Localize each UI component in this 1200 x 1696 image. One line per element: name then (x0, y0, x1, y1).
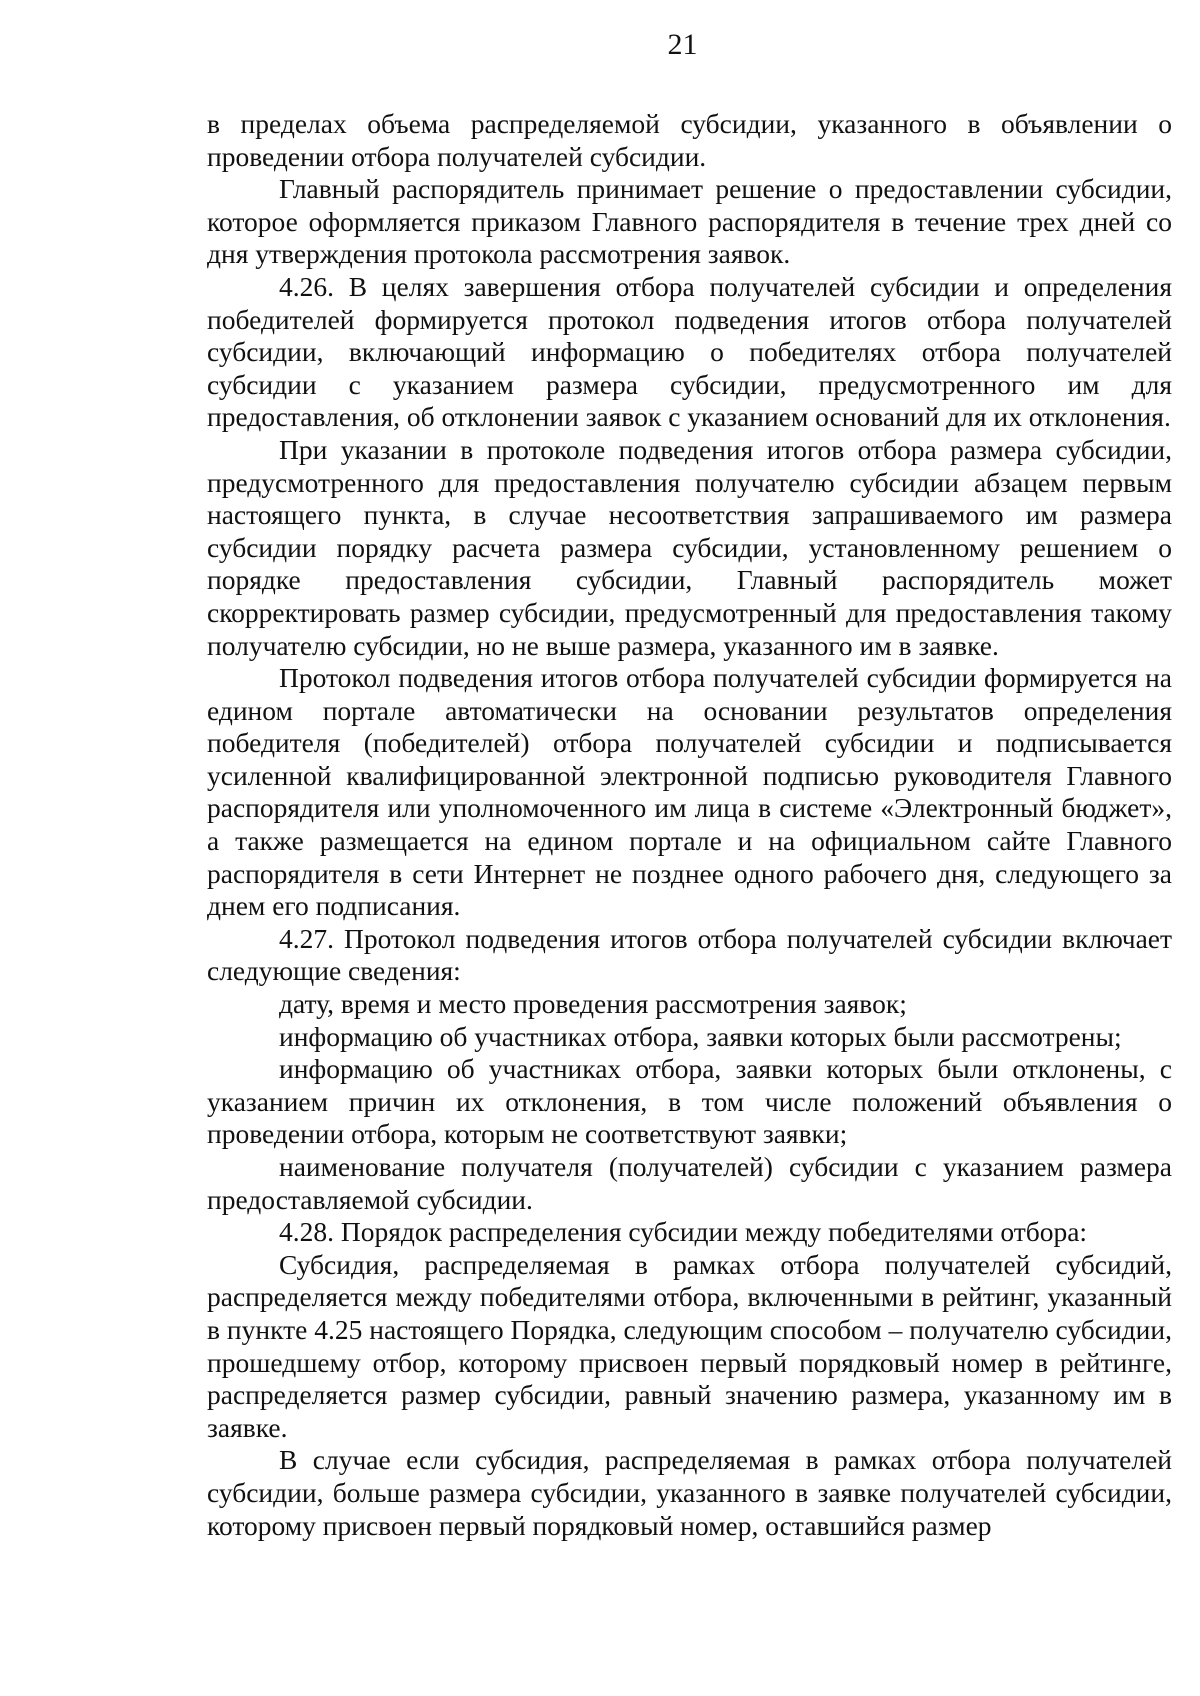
paragraph-10: наименование получателя (получателей) субсидии с указанием размера предоставляемой субсидии. (207, 1151, 1172, 1215)
paragraph-11: 4.28. Порядок распределения субсидии между победителями отбора: (279, 1216, 1088, 1248)
paragraph-8: информацию об участниках отбора, заявки которых были рассмотрены; (279, 1020, 1122, 1052)
paragraph-5: Протокол подведения итогов отбора получателей субсидии формируется на едином портале автоматически на основании результатов определения победителя (победителей) отбора получателей субсидии и подписывается усиленной квалифицированной электронной подписью руководителя Главного распорядителя или уполномоченного им лица в системе «Электронный бюджет», а также размещается на едином портале и на официальном сайте Главного распорядителя в сети Интернет не позднее одного рабочего дня, следующего за днем его подписания. (207, 662, 1172, 922)
document-body (207, 108, 1172, 1542)
page-number: 21 (667, 28, 698, 61)
paragraph-9: информацию об участниках отбора, заявки которых были отклонены, с указанием причин их отклонения, в том числе положений объявления о проведении отбора, которым не соответствуют заявки; (207, 1053, 1172, 1150)
paragraph-13: В случае если субсидия, распределяемая в рамках отбора получателей субсидии, больше размера субсидии, указанного в заявке получателей субсидии, которому присвоен первый порядковый номер, оставшийся размер (207, 1444, 1172, 1541)
paragraph-1: в пределах объема распределяемой субсидии, указанного в объявлении о проведении отбора получателей субсидии. (207, 108, 1172, 172)
paragraph-2: Главный распорядитель принимает решение о предоставлении субсидии, которое оформляется приказом Главного распорядителя в течение трех дней со дня утверждения протокола рассмотрения заявок. (207, 173, 1172, 270)
paragraph-7: дату, время и место проведения рассмотрения заявок; (279, 988, 907, 1020)
paragraph-3: 4.26. В целях завершения отбора получателей субсидии и определения победителей формируется протокол подведения итогов отбора получателей субсидии, включающий информацию о победителях отбора получателей субсидии с указанием размера субсидии, предусмотренного им для предоставления, об отклонении заявок с указанием оснований для их отклонения. (207, 270, 1172, 433)
paragraph-6: 4.27. Протокол подведения итогов отбора получателей субсидии включает следующие сведения: (207, 922, 1172, 987)
paragraph-12: Субсидия, распределяемая в рамках отбора получателей субсидий, распределяется между победителями отбора, включенными в рейтинг, указанный в пункте 4.25 настоящего Порядка, следующим способом – получателю субсидии, прошедшему отбор, которому присвоен первый порядковый номер в рейтинге, распределяется размер субсидии, равный значению размера, указанному им в заявке. (207, 1248, 1172, 1443)
paragraph-4: При указании в протоколе подведения итогов отбора размера субсидии, предусмотренного для предоставления получателю субсидии абзацем первым настоящего пункта, в случае несоответствия запрашиваемого им размера субсидии порядку расчета размера субсидии, установленному решением о порядке предоставления субсидии, Главный распорядитель может скорректировать размер субсидии, предусмотренный для предоставления такому получателю субсидии, но не выше размера, указанного им в заявке. (207, 433, 1172, 661)
